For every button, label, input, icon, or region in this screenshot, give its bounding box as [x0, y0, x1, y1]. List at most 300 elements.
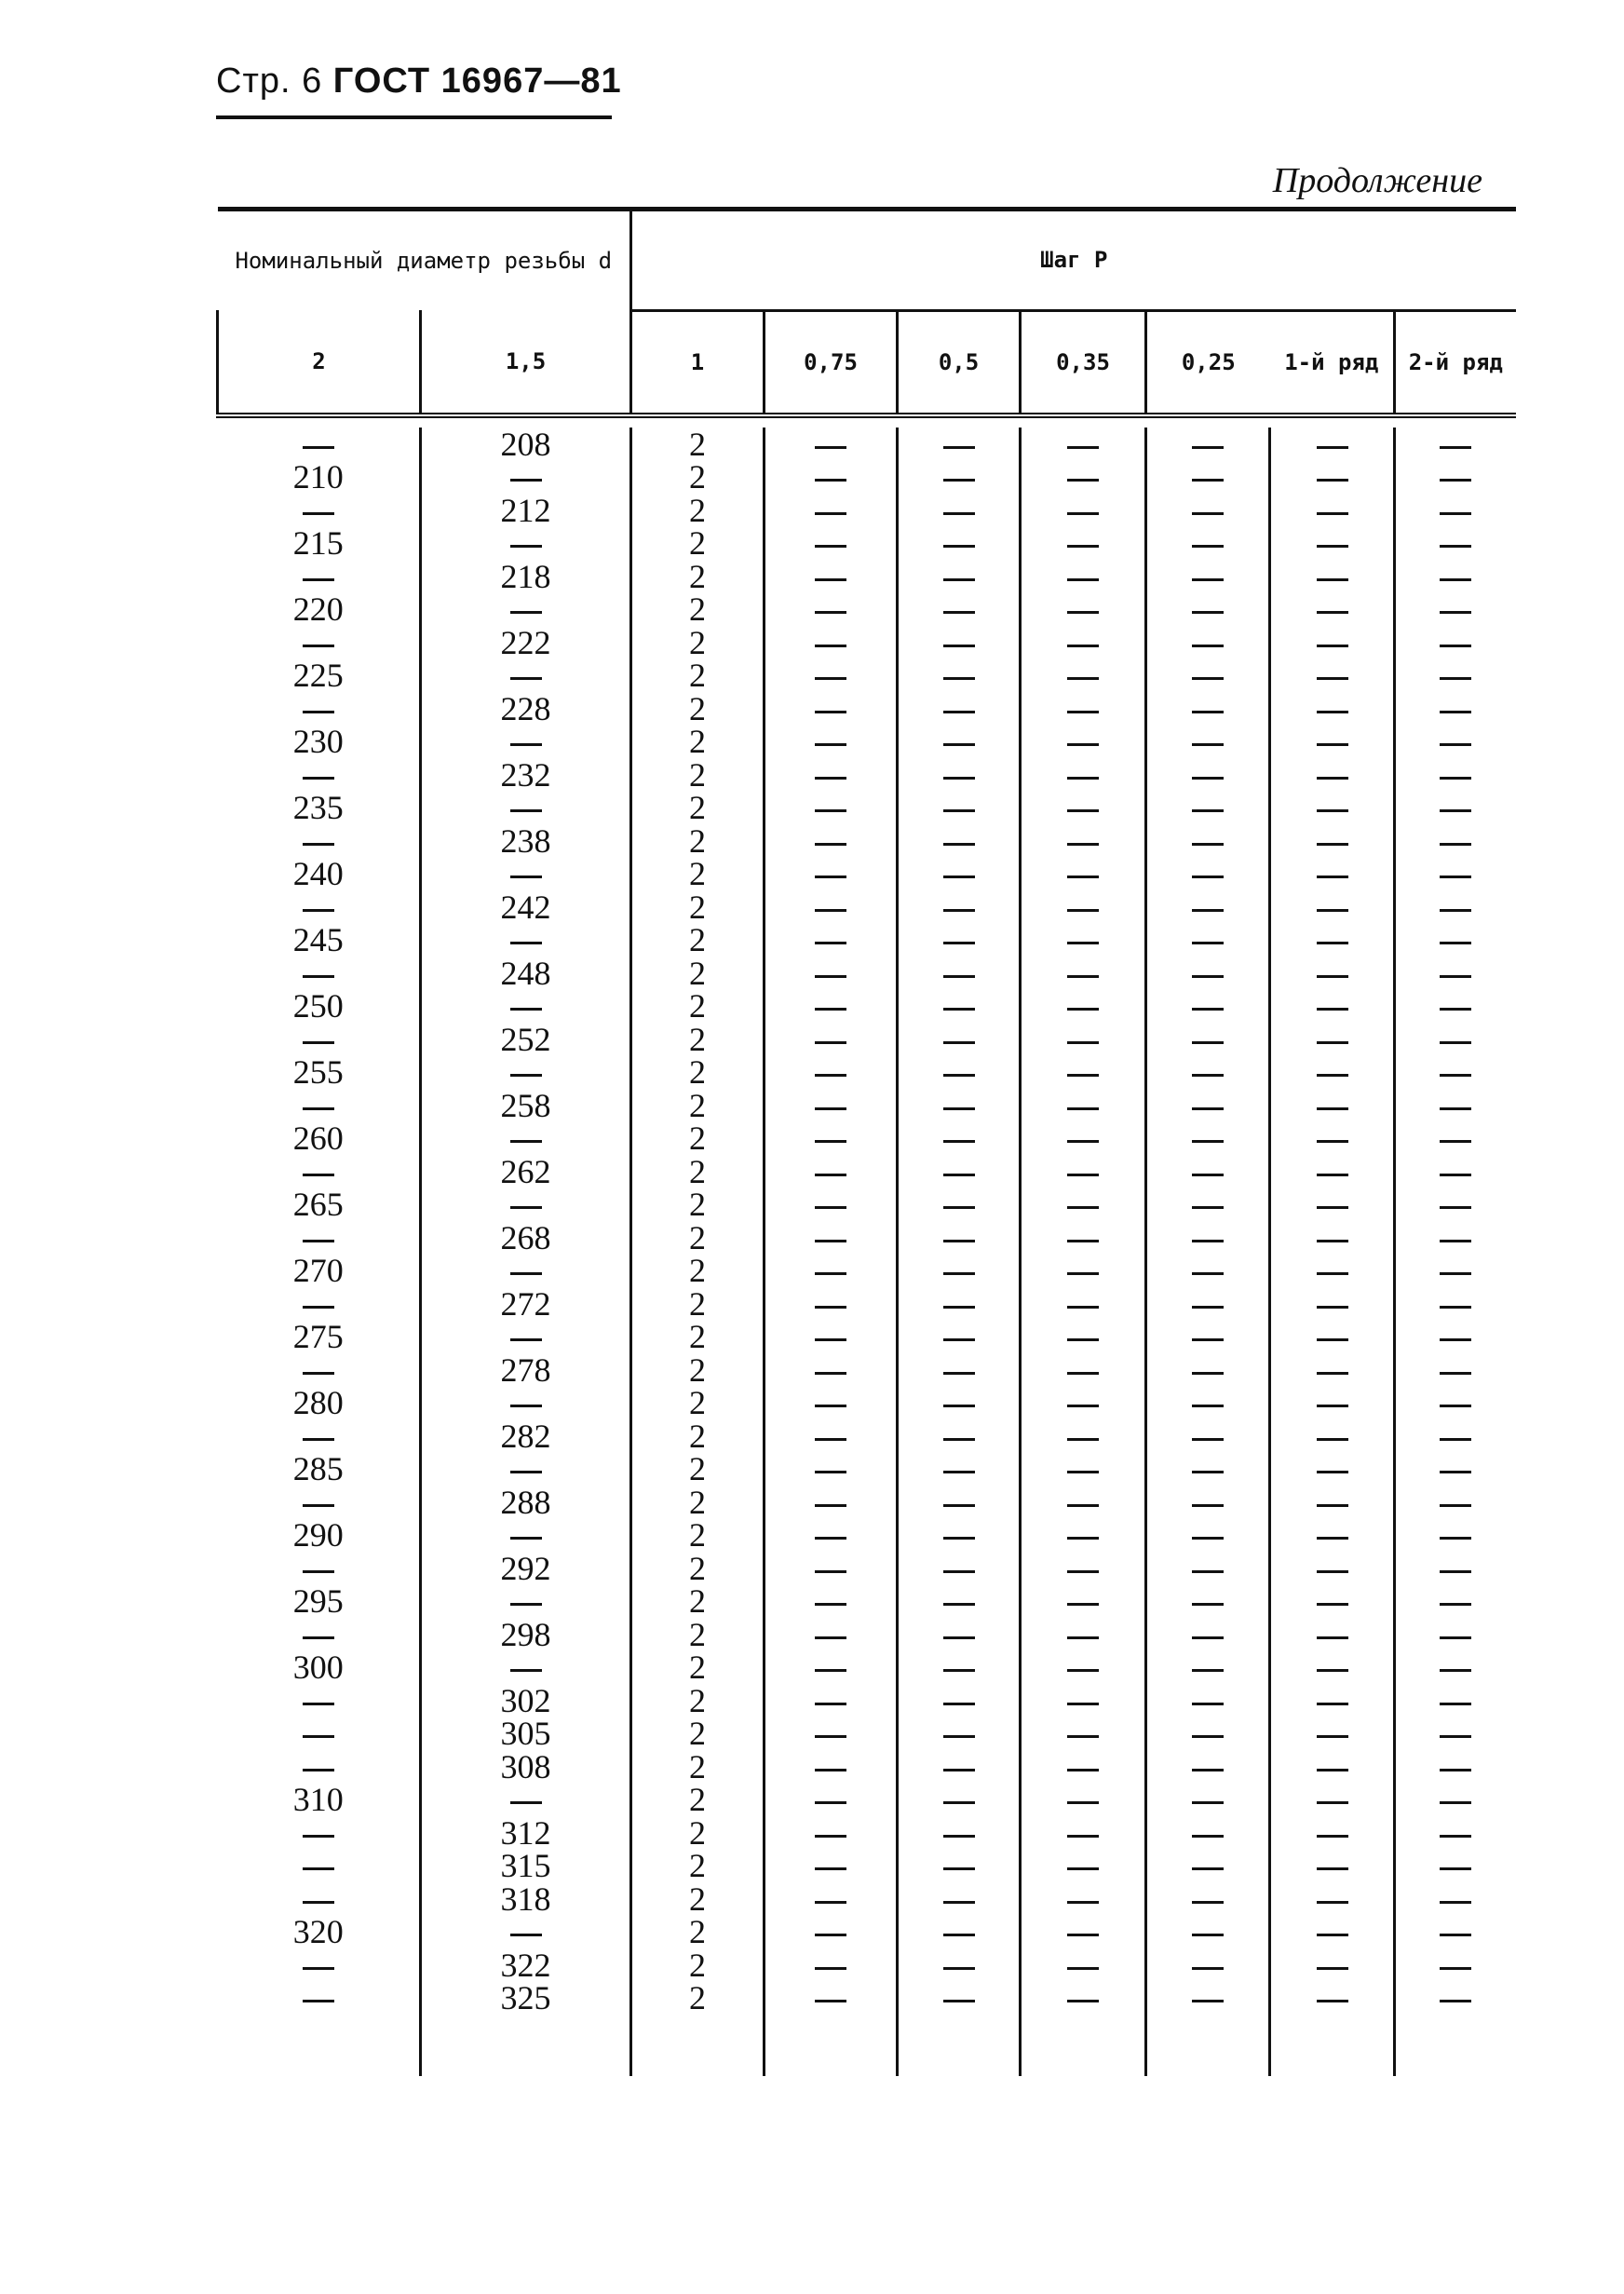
pitch-cell: 2	[689, 524, 707, 562]
pitch-cell: 2	[689, 855, 707, 892]
empty-pitch-cell	[899, 824, 1019, 858]
empty-pitch-cell	[1396, 1188, 1516, 1221]
dash-mark	[815, 645, 846, 647]
empty-pitch-cell	[1147, 692, 1268, 726]
dash-mark	[943, 876, 975, 878]
thread-pitch-table	[216, 207, 1516, 2076]
empty-pitch-cell	[765, 460, 896, 494]
dash-mark	[1440, 1272, 1471, 1275]
dash-mark	[510, 1603, 542, 1606]
dash-mark	[1192, 1306, 1224, 1309]
row1-diameter-cell	[218, 1684, 420, 1717]
row2-diameter-cell	[422, 923, 629, 957]
empty-pitch-cell	[1022, 1287, 1144, 1321]
empty-pitch-cell	[1396, 1684, 1516, 1717]
dash-mark	[303, 1504, 334, 1507]
row1-diameter-cell: 265	[292, 1186, 344, 1223]
dash-mark	[1317, 1570, 1348, 1573]
empty-pitch-cell	[899, 989, 1019, 1023]
row2-diameter-cell: 302	[500, 1681, 551, 1719]
empty-pitch-cell	[1147, 592, 1268, 626]
empty-pitch-cell	[899, 1486, 1019, 1519]
empty-pitch-cell	[899, 791, 1019, 824]
pitch-cell: 2	[689, 1450, 707, 1487]
dash-mark	[1067, 1801, 1099, 1804]
empty-pitch-cell	[1271, 560, 1393, 593]
dash-mark	[510, 1405, 542, 1407]
dash-mark	[1440, 1074, 1471, 1077]
dash-mark	[1440, 2000, 1471, 2002]
dash-mark	[943, 1438, 975, 1441]
empty-pitch-cell	[899, 428, 1019, 461]
dash-mark	[303, 1372, 334, 1375]
empty-pitch-cell	[1396, 560, 1516, 593]
column-pitch-1-5	[765, 428, 898, 2076]
empty-pitch-cell	[1271, 1254, 1393, 1287]
dash-mark	[943, 1570, 975, 1573]
empty-pitch-cell	[765, 923, 896, 957]
empty-pitch-cell	[765, 1221, 896, 1255]
empty-pitch-cell	[1022, 494, 1144, 527]
dash-mark	[303, 1636, 334, 1639]
row1-diameter-cell: 215	[292, 524, 344, 562]
row2-diameter-cell	[422, 460, 629, 494]
dash-mark	[510, 876, 542, 878]
pitch-cell: 2	[689, 1615, 707, 1653]
empty-pitch-cell	[1271, 1386, 1393, 1419]
empty-pitch-cell	[1022, 1188, 1144, 1221]
dash-mark	[1317, 909, 1348, 912]
empty-pitch-cell	[1396, 658, 1516, 692]
empty-pitch-cell	[899, 1882, 1019, 1916]
row1-diameter-cell	[218, 1618, 420, 1651]
dash-mark	[1440, 909, 1471, 912]
empty-pitch-cell	[1022, 1221, 1144, 1255]
dash-mark	[815, 1934, 846, 1936]
pitch-cell: 2	[689, 1913, 707, 1950]
empty-pitch-cell	[765, 1882, 896, 1916]
dash-mark	[1067, 711, 1099, 713]
dash-mark	[1067, 1835, 1099, 1838]
dash-mark	[1192, 1801, 1224, 1804]
dash-mark	[943, 1140, 975, 1143]
dash-mark	[1440, 1735, 1471, 1738]
empty-pitch-cell	[1147, 1452, 1268, 1486]
dash-mark	[943, 975, 975, 978]
dash-mark	[1192, 1570, 1224, 1573]
empty-pitch-cell	[1271, 1353, 1393, 1387]
dash-mark	[510, 1074, 542, 1077]
dash-mark	[815, 1703, 846, 1705]
dash-mark	[303, 446, 334, 449]
row1-diameter-cell: 290	[292, 1516, 344, 1554]
row1-diameter-cell: 270	[292, 1252, 344, 1289]
dash-mark	[943, 1405, 975, 1407]
empty-pitch-cell	[899, 1023, 1019, 1056]
column-pitch-1	[898, 428, 1021, 2076]
row1-diameter-cell	[218, 758, 420, 792]
empty-pitch-cell	[899, 1221, 1019, 1255]
dash-mark	[1440, 876, 1471, 878]
empty-pitch-cell	[1271, 428, 1393, 461]
dash-mark	[1440, 512, 1471, 515]
dash-mark	[1067, 1669, 1099, 1672]
empty-pitch-cell	[1147, 1915, 1268, 1948]
dash-mark	[943, 743, 975, 746]
empty-pitch-cell	[1396, 1750, 1516, 1784]
empty-pitch-cell	[765, 560, 896, 593]
dash-mark	[1440, 1008, 1471, 1011]
dash-mark	[1067, 1438, 1099, 1441]
dash-mark	[815, 777, 846, 780]
dash-mark	[1192, 809, 1224, 812]
empty-pitch-cell	[1396, 626, 1516, 659]
dash-mark	[1192, 711, 1224, 713]
dash-mark	[1317, 677, 1348, 680]
pitch-header-cell: 1	[631, 310, 765, 415]
dash-mark	[1440, 711, 1471, 713]
dash-mark	[943, 2000, 975, 2002]
empty-pitch-cell	[1147, 1750, 1268, 1784]
dash-mark	[303, 1174, 334, 1176]
empty-pitch-cell	[1396, 1849, 1516, 1882]
empty-pitch-cell	[899, 494, 1019, 527]
dash-mark	[1067, 545, 1099, 548]
diameter-header: Номинальный диаметр резьбы d	[218, 210, 631, 311]
empty-pitch-cell	[1022, 1816, 1144, 1850]
dash-mark	[815, 1504, 846, 1507]
empty-pitch-cell	[1396, 1419, 1516, 1453]
pitch-cell: 2	[689, 1252, 707, 1289]
dash-mark	[1067, 809, 1099, 812]
empty-pitch-cell	[1396, 1618, 1516, 1651]
pitch-cell: 2	[689, 1681, 707, 1719]
pitch-cell: 2	[689, 1086, 707, 1124]
row1-diameter-cell: 225	[292, 657, 344, 694]
dash-mark	[510, 1206, 542, 1209]
dash-mark	[1192, 578, 1224, 581]
dash-mark	[1440, 1140, 1471, 1143]
pitch-header: Шаг P	[631, 210, 1516, 311]
dash-mark	[510, 611, 542, 614]
dash-mark	[815, 1008, 846, 1011]
dash-mark	[815, 1041, 846, 1044]
dash-mark	[815, 611, 846, 614]
empty-pitch-cell	[1147, 758, 1268, 792]
row2-diameter-cell	[422, 1783, 629, 1816]
dash-mark	[1440, 1405, 1471, 1407]
empty-pitch-cell	[765, 1948, 896, 1982]
empty-pitch-cell	[1147, 1849, 1268, 1882]
row2-diameter-cell: 262	[500, 1152, 551, 1190]
dash-mark	[1067, 1107, 1099, 1110]
dash-mark	[1067, 1703, 1099, 1705]
column-pitch-0-5	[1146, 428, 1270, 2076]
row2-diameter-cell: 252	[500, 1020, 551, 1058]
empty-pitch-cell	[1396, 692, 1516, 726]
dash-mark	[303, 2000, 334, 2002]
dash-mark	[1067, 1206, 1099, 1209]
dash-mark	[1317, 1041, 1348, 1044]
pitch-cell: 2	[689, 821, 707, 860]
row1-diameter-cell	[218, 1353, 420, 1387]
dash-mark	[943, 1240, 975, 1242]
empty-pitch-cell	[1147, 1882, 1268, 1916]
dash-mark	[303, 645, 334, 647]
empty-pitch-cell	[1147, 1055, 1268, 1089]
empty-pitch-cell	[1147, 957, 1268, 990]
dash-mark	[1192, 1140, 1224, 1143]
dash-mark	[1192, 1703, 1224, 1705]
row1-diameter-cell	[218, 692, 420, 726]
dash-mark	[1440, 843, 1471, 846]
empty-pitch-cell	[1271, 1650, 1393, 1684]
row1-diameter-cell: 295	[292, 1582, 344, 1620]
dash-mark	[1440, 942, 1471, 944]
row1-diameter-cell: 235	[292, 789, 344, 826]
pitch-cell: 2	[689, 1649, 707, 1686]
dash-mark	[943, 1901, 975, 1904]
empty-pitch-cell	[1396, 460, 1516, 494]
dash-mark	[815, 1438, 846, 1441]
empty-pitch-cell	[765, 592, 896, 626]
empty-pitch-cell	[1147, 428, 1268, 461]
row2-diameter-cell	[422, 1121, 629, 1155]
empty-pitch-cell	[1022, 1452, 1144, 1486]
dash-mark	[1192, 1769, 1224, 1771]
dash-mark	[1192, 1405, 1224, 1407]
dash-mark	[1192, 743, 1224, 746]
empty-pitch-cell	[1271, 1452, 1393, 1486]
dash-mark	[815, 1471, 846, 1473]
dash-mark	[815, 1240, 846, 1242]
empty-pitch-cell	[1271, 592, 1393, 626]
empty-pitch-cell	[1022, 791, 1144, 824]
empty-pitch-cell	[765, 890, 896, 924]
pitch-header-cell: 1,5	[421, 310, 631, 415]
empty-pitch-cell	[899, 1089, 1019, 1122]
row2-diameter-cell: 248	[500, 954, 551, 992]
empty-pitch-cell	[1147, 1618, 1268, 1651]
dash-mark	[1317, 1405, 1348, 1407]
row2-diameter-cell	[422, 1320, 629, 1353]
empty-pitch-cell	[765, 1486, 896, 1519]
dash-mark	[815, 479, 846, 482]
dash-mark	[1317, 1438, 1348, 1441]
empty-pitch-cell	[1271, 692, 1393, 726]
column-row1-diameters	[218, 428, 421, 2076]
dash-mark	[1317, 1206, 1348, 1209]
row1-diameter-cell	[218, 1750, 420, 1784]
row1-diameter-cell	[218, 1981, 420, 2015]
dash-mark	[303, 1703, 334, 1705]
dash-mark	[510, 545, 542, 548]
empty-pitch-cell	[899, 923, 1019, 957]
row2-diameter-cell: 318	[500, 1880, 551, 1918]
empty-pitch-cell	[1271, 1188, 1393, 1221]
dash-mark	[1067, 1504, 1099, 1507]
dash-mark	[1192, 446, 1224, 449]
empty-pitch-cell	[899, 1452, 1019, 1486]
dash-mark	[815, 1769, 846, 1771]
empty-pitch-cell	[1147, 1386, 1268, 1419]
dash-mark	[1067, 1735, 1099, 1738]
row1-diameter-cell: 320	[292, 1913, 344, 1950]
dash-mark	[1067, 1240, 1099, 1242]
empty-pitch-cell	[765, 1254, 896, 1287]
dash-mark	[1317, 1669, 1348, 1672]
empty-pitch-cell	[1271, 1750, 1393, 1784]
empty-pitch-cell	[1022, 592, 1144, 626]
empty-pitch-cell	[1271, 1717, 1393, 1750]
dash-mark	[1440, 1901, 1471, 1904]
dash-mark	[1317, 1504, 1348, 1507]
dash-mark	[1440, 578, 1471, 581]
dash-mark	[1192, 1636, 1224, 1639]
row2-diameter-cell: 288	[500, 1483, 551, 1521]
row2-diameter-cell	[422, 1915, 629, 1948]
column-pitch-0-25	[1395, 428, 1516, 2076]
row2-diameter-cell: 272	[500, 1284, 551, 1323]
empty-pitch-cell	[1022, 658, 1144, 692]
empty-pitch-cell	[1396, 957, 1516, 990]
dash-mark	[1317, 876, 1348, 878]
empty-pitch-cell	[1396, 791, 1516, 824]
pitch-cell: 2	[689, 1715, 707, 1752]
row2-diameter-cell: 282	[500, 1417, 551, 1455]
pitch-cell: 2	[689, 1880, 707, 1918]
pitch-cell: 2	[689, 1351, 707, 1389]
row1-diameter-cell	[218, 1486, 420, 1519]
pitch-cell: 2	[689, 1384, 707, 1421]
dash-mark	[303, 1240, 334, 1242]
empty-pitch-cell	[899, 1121, 1019, 1155]
dash-mark	[1317, 1107, 1348, 1110]
empty-pitch-cell	[899, 1552, 1019, 1585]
empty-pitch-cell	[1022, 460, 1144, 494]
dash-mark	[1192, 1041, 1224, 1044]
empty-pitch-cell	[1271, 1981, 1393, 2015]
dash-mark	[943, 545, 975, 548]
dash-mark	[943, 1967, 975, 1970]
empty-pitch-cell	[765, 658, 896, 692]
empty-pitch-cell	[1022, 725, 1144, 758]
empty-pitch-cell	[1396, 1452, 1516, 1486]
continuation-label: Продолжение	[1272, 161, 1482, 200]
dash-mark	[303, 1438, 334, 1441]
dash-mark	[1317, 1372, 1348, 1375]
empty-pitch-cell	[1147, 460, 1268, 494]
dash-mark	[1317, 1835, 1348, 1838]
empty-pitch-cell	[1147, 1254, 1268, 1287]
empty-pitch-cell	[1271, 1948, 1393, 1982]
empty-pitch-cell	[765, 1353, 896, 1387]
pitch-cell: 2	[689, 888, 707, 926]
dash-mark	[1317, 645, 1348, 647]
empty-pitch-cell	[1396, 1320, 1516, 1353]
empty-pitch-cell	[1396, 1981, 1516, 2015]
dash-mark	[943, 1867, 975, 1870]
empty-pitch-cell	[899, 890, 1019, 924]
dash-mark	[1192, 1338, 1224, 1341]
empty-pitch-cell	[1271, 725, 1393, 758]
empty-pitch-cell	[1396, 1717, 1516, 1750]
empty-pitch-cell	[765, 1981, 896, 2015]
dash-mark	[943, 1306, 975, 1309]
empty-pitch-cell	[1147, 1419, 1268, 1453]
empty-pitch-cell	[1022, 758, 1144, 792]
empty-pitch-cell	[765, 1023, 896, 1056]
dash-mark	[815, 1901, 846, 1904]
empty-pitch-cell	[1396, 1121, 1516, 1155]
dash-mark	[1192, 1438, 1224, 1441]
row2-diameter-cell: 325	[500, 1979, 551, 2016]
dash-mark	[815, 876, 846, 878]
empty-pitch-cell	[1396, 494, 1516, 527]
row1-diameter-cell: 230	[292, 723, 344, 760]
empty-pitch-cell	[1147, 1783, 1268, 1816]
empty-pitch-cell	[765, 1684, 896, 1717]
dash-mark	[815, 512, 846, 515]
empty-pitch-cell	[1396, 526, 1516, 560]
dash-mark	[943, 645, 975, 647]
empty-pitch-cell	[1271, 857, 1393, 890]
dash-mark	[1192, 1008, 1224, 1011]
row1-diameter-cell: 250	[292, 987, 344, 1025]
empty-pitch-cell	[765, 1287, 896, 1321]
empty-pitch-cell	[1022, 1486, 1144, 1519]
dash-mark	[1440, 1240, 1471, 1242]
row2-diameter-cell	[422, 1650, 629, 1684]
empty-pitch-cell	[899, 1981, 1019, 2015]
pitch-cell: 2	[689, 1152, 707, 1190]
dash-mark	[510, 743, 542, 746]
empty-pitch-cell	[1271, 989, 1393, 1023]
dash-mark	[1440, 743, 1471, 746]
empty-pitch-cell	[1271, 1320, 1393, 1353]
pitch-header-cell: 0,75	[765, 310, 898, 415]
empty-pitch-cell	[899, 1353, 1019, 1387]
dash-mark	[1192, 1206, 1224, 1209]
dash-mark	[1440, 1174, 1471, 1176]
row2-diameter-cell: 308	[500, 1747, 551, 1785]
empty-pitch-cell	[1396, 1486, 1516, 1519]
empty-pitch-cell	[1147, 1518, 1268, 1552]
pitch-cell: 2	[689, 1747, 707, 1785]
dash-mark	[1067, 876, 1099, 878]
empty-pitch-cell	[1022, 1650, 1144, 1684]
empty-pitch-cell	[1022, 1618, 1144, 1651]
dash-mark	[815, 743, 846, 746]
dash-mark	[1317, 1703, 1348, 1705]
dash-mark	[1317, 1074, 1348, 1077]
dash-mark	[510, 1008, 542, 1011]
dash-mark	[1192, 1074, 1224, 1077]
dash-mark	[1067, 512, 1099, 515]
empty-pitch-cell	[1022, 1981, 1144, 2015]
empty-pitch-cell	[1271, 460, 1393, 494]
dash-mark	[815, 942, 846, 944]
row2-diameter-cell	[422, 725, 629, 758]
empty-pitch-cell	[1147, 658, 1268, 692]
dash-mark	[1192, 1471, 1224, 1473]
dash-mark	[1192, 777, 1224, 780]
empty-pitch-cell	[765, 1783, 896, 1816]
dash-mark	[1440, 1438, 1471, 1441]
empty-pitch-cell	[899, 1254, 1019, 1287]
empty-pitch-cell	[1271, 1121, 1393, 1155]
dash-mark	[1192, 1835, 1224, 1838]
